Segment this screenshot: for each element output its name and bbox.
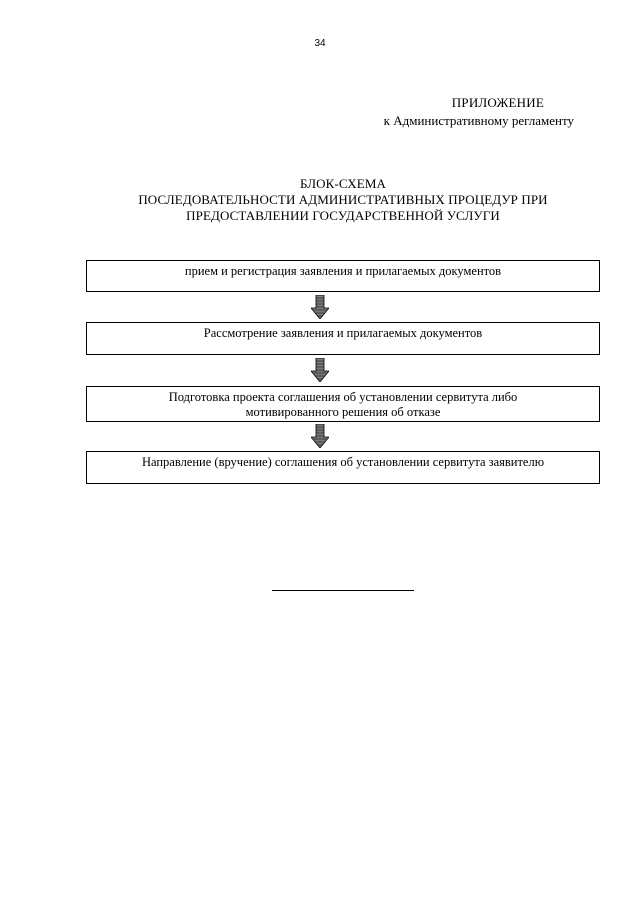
appendix-subtitle: к Административному регламенту: [383, 113, 574, 128]
flow-step-3: [86, 386, 600, 422]
flow-step-1: [86, 260, 600, 292]
flow-step-text: прием и регистрация заявления и прилагаемых документов: [184, 264, 502, 278]
scheme-title-line: ПОСЛЕДОВАТЕЛЬНОСТИ АДМИНИСТРАТИВНЫХ ПРОЦЕДУР ПРИ: [138, 192, 548, 207]
scheme-title-line: ПРЕДОСТАВЛЕНИИ ГОСУДАРСТВЕННОЙ УСЛУГИ: [186, 208, 500, 223]
flow-step-4: [86, 451, 600, 484]
scheme-title: [0, 176, 640, 224]
scheme-title-line: БЛОК-СХЕМА: [300, 176, 386, 191]
flow-step-text: Направление (вручение) соглашения об установлении сервитута заявителю: [141, 455, 545, 469]
down-arrow-icon: [311, 295, 329, 319]
divider-line: [272, 590, 414, 591]
flow-step-text: Рассмотрение заявления и прилагаемых документов: [203, 326, 483, 340]
appendix-title: ПРИЛОЖЕНИЕ: [451, 95, 544, 110]
down-arrow-icon: [311, 424, 329, 448]
flow-step-2: [86, 322, 600, 355]
appendix-header: [384, 94, 574, 130]
page-number: 34: [314, 38, 326, 49]
flow-step-text: мотивированного решения об отказе: [245, 405, 441, 419]
down-arrow-icon: [311, 358, 329, 382]
flow-step-text: Подготовка проекта соглашения об установлении сервитута либо: [168, 390, 518, 404]
